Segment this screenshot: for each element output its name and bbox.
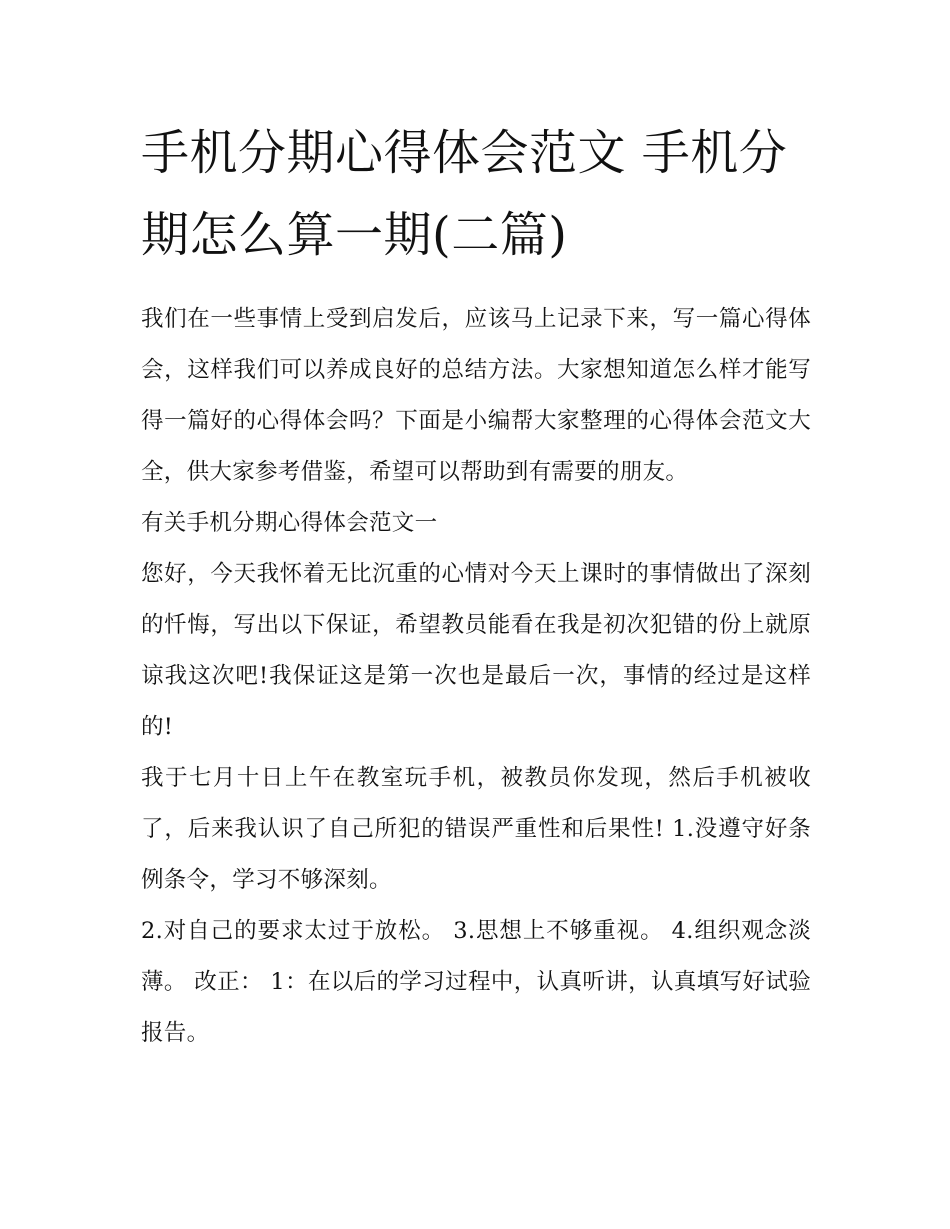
body-paragraph: 2.对自己的要求太过于放松。 3.思想上不够重视。 4.组织观念淡薄。 改正： 1：在以后的学习过程中，认真听讲，认真填写好试验报告。 [141, 918, 811, 1046]
body-paragraph: 我于七月十日上午在教室玩手机，被教员你发现，然后手机被收了，后来我认识了自己所犯的错误严重性和后果性! 1.没遵守好条例条令，学习不够深刻。 [141, 765, 811, 893]
document-body [141, 294, 811, 1059]
intro-paragraph: 我们在一些事情上受到启发后，应该马上记录下来，写一篇心得体会，这样我们可以养成良好的总结方法。大家想知道怎么样才能写得一篇好的心得体会吗？下面是小编帮大家整理的心得体会范文大全，供大家参考借鉴，希望可以帮助到有需要的朋友。 [141, 306, 811, 485]
document-page [141, 112, 811, 1059]
document-title: 手机分期心得体会范文 手机分期怎么算一期(二篇) [141, 125, 788, 263]
body-paragraph: 您好，今天我怀着无比沉重的心情对今天上课时的事情做出了深刻的忏悔，写出以下保证，希望教员能看在我是初次犯错的份上就原谅我这次吧!我保证这是第一次也是最后一次，事情的经过是这样的! [141, 561, 811, 740]
section-heading: 有关手机分期心得体会范文一 [141, 510, 438, 536]
